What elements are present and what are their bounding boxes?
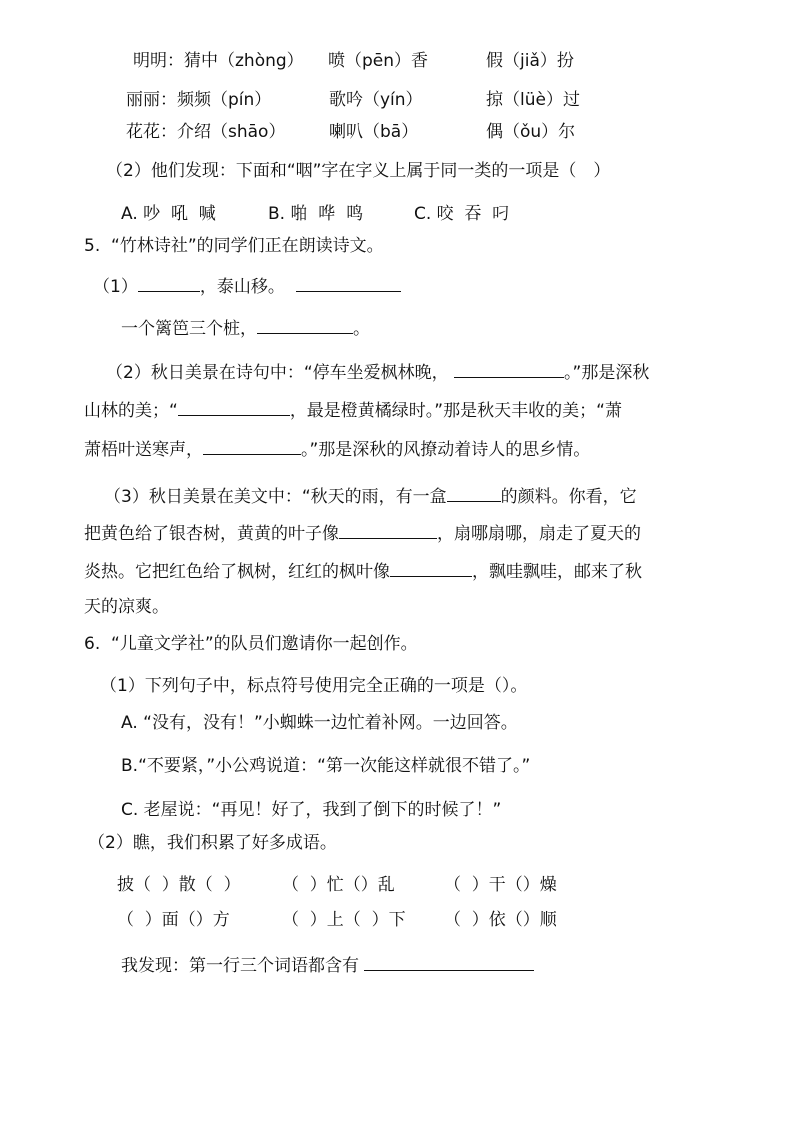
question-5-title: 5. “竹林诗社”的同学们正在朗读诗文。 <box>84 236 384 256</box>
question-5-part-2 <box>106 359 649 384</box>
answer-blank[interactable] <box>447 483 501 502</box>
option-b: B. 啪 哗 鸣 <box>268 204 364 224</box>
idiom-item[interactable]: 披（ ）散（ ） <box>117 875 241 895</box>
pinyin-item: 喇叭（bā） <box>329 122 419 142</box>
idiom-item[interactable]: （ ）忙（）乱 <box>282 875 395 895</box>
poem-text: 。”那是深秋的风撩动着诗人的思乡情。 <box>301 440 591 460</box>
question-5-part-1 <box>93 273 401 298</box>
pinyin-item: 假（jiǎ）扮 <box>486 51 574 71</box>
answer-blank[interactable] <box>138 273 200 292</box>
answer-blank[interactable] <box>390 558 472 577</box>
option-c: C. 咬 吞 叼 <box>414 204 510 224</box>
pinyin-item: 丽丽：频频（pín） <box>126 90 272 110</box>
question-5-part-3-line <box>84 558 642 583</box>
question-5-part-3-line: 天的凉爽。 <box>84 597 169 617</box>
passage-text: ，飘哇飘哇，邮来了秋 <box>472 562 642 582</box>
question-6-part-1: （1）下列句子中，标点符号使用完全正确的一项是（）。 <box>100 676 528 696</box>
poem-text: （2）秋日美景在诗句中：“停车坐爱枫林晚， <box>106 363 449 383</box>
option-b: B.“不要紧，”小公鸡说道：“第一次能这样就很不错了。” <box>121 756 531 776</box>
passage-text: ，扇哪扇哪，扇走了夏天的 <box>437 524 641 544</box>
pinyin-item: 掠（lüè）过 <box>486 90 580 110</box>
option-c: C. 老屋说：“再见！好了，我到了倒下的时候了！” <box>121 800 502 820</box>
pinyin-item: 偶（ǒu）尔 <box>486 122 576 142</box>
poem-line <box>121 315 370 340</box>
discovery-line <box>121 952 534 977</box>
poem-text: 一个篱笆三个桩， <box>121 319 257 339</box>
passage-text: 的颜料。你看，它 <box>500 487 637 507</box>
pinyin-item: 喷（pēn）香 <box>328 51 429 71</box>
answer-blank[interactable] <box>178 397 290 416</box>
answer-blank[interactable] <box>257 315 353 334</box>
question-5-part-2-line <box>84 436 590 461</box>
question-5-part-3-line <box>84 520 641 545</box>
option-a: A. “没有，没有！”小蜘蛛一边忙着补网。一边回答。 <box>121 713 518 733</box>
part-label: （1） <box>93 277 138 297</box>
poem-text: ，泰山移。 <box>199 277 285 297</box>
passage-text: 炎热。它把红色给了枫树，红红的枫叶像 <box>84 562 390 582</box>
pinyin-item: 歌吟（yín） <box>329 90 423 110</box>
discovery-text: 我发现：第一行三个词语都含有 <box>121 956 359 976</box>
answer-blank[interactable] <box>339 520 437 539</box>
idiom-item[interactable]: （ ）依（）顺 <box>444 910 557 930</box>
poem-text: 。”那是深秋 <box>564 363 650 383</box>
answer-blank[interactable] <box>364 952 534 971</box>
question-5-part-2-line <box>84 397 622 422</box>
passage-text: （3）秋日美景在美文中：“秋天的雨，有一盒 <box>104 487 447 507</box>
question-5-part-3 <box>104 483 637 508</box>
question-6-part-2: （2）瞧，我们积累了好多成语。 <box>88 833 337 853</box>
poem-text: ，最是橙黄橘绿时。”那是秋天丰收的美；“萧 <box>289 401 622 421</box>
idiom-item[interactable]: （ ）干（）燥 <box>444 875 557 895</box>
passage-text: 把黄色给了银杏树，黄黄的叶子像 <box>84 524 339 544</box>
pinyin-item: 明明：猜中（zhòng） <box>133 51 304 71</box>
question-4-part-2: （2）他们发现：下面和“咽”字在字义上属于同一类的一项是（ ） <box>106 161 611 181</box>
answer-blank[interactable] <box>203 436 301 455</box>
answer-blank[interactable] <box>296 273 401 292</box>
option-a: A. 吵 吼 喊 <box>121 204 216 224</box>
pinyin-item: 花花：介绍（shāo） <box>126 122 286 142</box>
poem-text: 。 <box>353 319 370 339</box>
poem-text: 萧梧叶送寒声， <box>84 440 203 460</box>
idiom-item[interactable]: （ ）上（ ）下 <box>282 910 406 930</box>
poem-text: 山林的美；“ <box>84 401 178 421</box>
idiom-item[interactable]: （ ）面（）方 <box>117 910 230 930</box>
question-6-title: 6. “儿童文学社”的队员们邀请你一起创作。 <box>84 634 418 654</box>
answer-blank[interactable] <box>454 359 564 378</box>
